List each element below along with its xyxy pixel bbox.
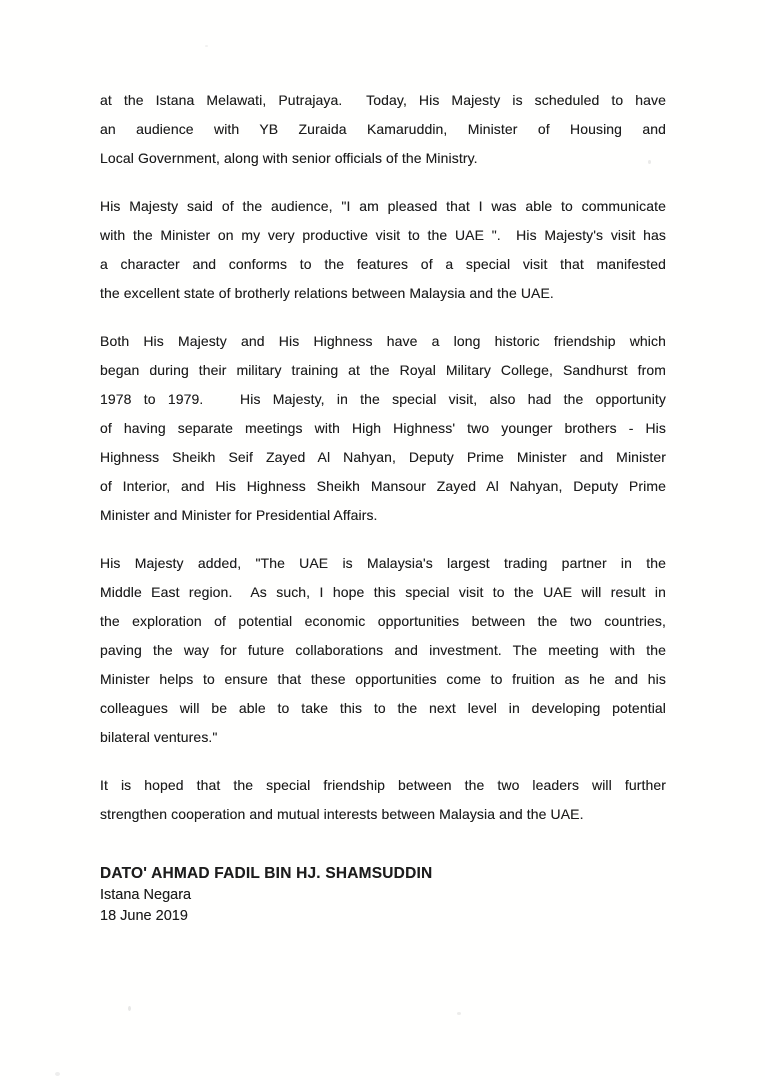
text-line: a character and conforms to the features of a special visit that manifested (100, 256, 666, 272)
signatory-organisation: Istana Negara (100, 887, 192, 903)
text-line: Highness Sheikh Seif Zayed Al Nahyan, Deputy Prime Minister and Minister (100, 449, 666, 465)
text-line: strengthen cooperation and mutual interests between Malaysia and the UAE. (100, 806, 584, 822)
text-line: bilateral ventures." (100, 729, 218, 745)
text-line: Minister helps to ensure that these opportunities come to fruition as he and his (100, 671, 666, 687)
scan-speckle (55, 1072, 60, 1076)
scan-speckle (648, 160, 651, 164)
text-line: of having separate meetings with High Highness' two younger brothers - His (100, 420, 666, 436)
letter-body (100, 86, 666, 926)
text-line: His Majesty added, "The UAE is Malaysia's largest trading partner in the (100, 555, 666, 571)
text-line: Both His Majesty and His Highness have a long historic friendship which (100, 333, 666, 349)
text-line: 1978 to 1979. His Majesty, in the special visit, also had the opportunity (100, 391, 666, 407)
text-line: Local Government, along with senior officials of the Ministry. (100, 150, 478, 166)
text-line: at the Istana Melawati, Putrajaya. Today, His Majesty is scheduled to have (100, 92, 666, 108)
text-line: the exploration of potential economic opportunities between the two countries, (100, 613, 666, 629)
scan-speckle (457, 1012, 461, 1015)
text-line: Minister and Minister for Presidential Affairs. (100, 507, 378, 523)
text-line: It is hoped that the special friendship between the two leaders will further (100, 777, 666, 793)
text-line: an audience with YB Zuraida Kamaruddin, Minister of Housing and (100, 121, 666, 137)
text-line: the excellent state of brotherly relations between Malaysia and the UAE. (100, 285, 554, 301)
signature-block (100, 863, 666, 926)
scan-speckle (128, 1006, 131, 1011)
text-line: colleagues will be able to take this to the next level in developing potential (100, 700, 666, 716)
paragraph-4 (100, 549, 666, 752)
paragraph-1 (100, 86, 666, 173)
text-line: of Interior, and His Highness Sheikh Mansour Zayed Al Nahyan, Deputy Prime (100, 478, 666, 494)
signatory-name: DATO' AHMAD FADIL BIN HJ. SHAMSUDDIN (100, 865, 433, 882)
paragraph-5 (100, 771, 666, 829)
text-line: with the Minister on my very productive visit to the UAE ". His Majesty's visit has (100, 227, 666, 243)
scan-speckle (205, 45, 208, 47)
text-line: His Majesty said of the audience, "I am pleased that I was able to communicate (100, 198, 666, 214)
paragraph-3 (100, 327, 666, 530)
paragraph-2 (100, 192, 666, 308)
signature-date: 18 June 2019 (100, 907, 188, 924)
text-line: Middle East region. As such, I hope this special visit to the UAE will result in (100, 584, 666, 600)
text-line: paving the way for future collaborations and investment. The meeting with the (100, 642, 666, 658)
text-line: began during their military training at the Royal Military College, Sandhurst from (100, 362, 666, 378)
